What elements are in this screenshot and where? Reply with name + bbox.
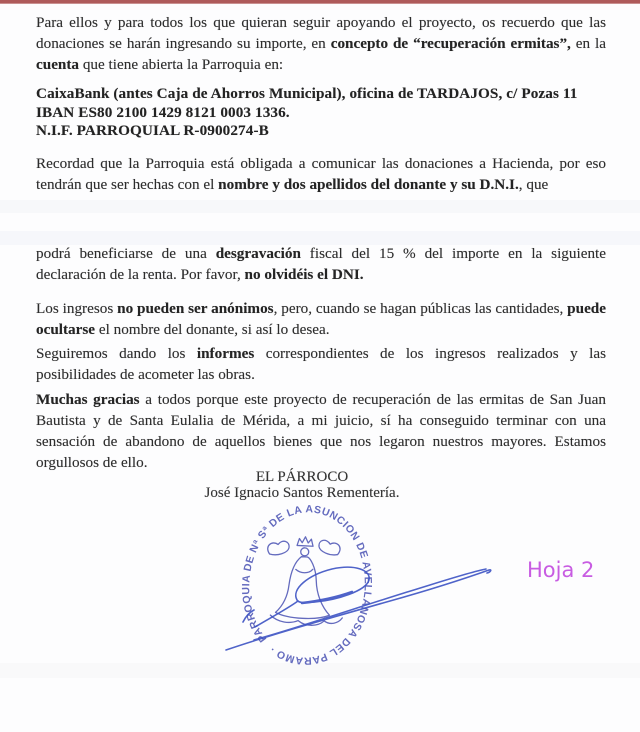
handwritten-signature xyxy=(226,567,491,650)
emphasized-text: puede ocultarse xyxy=(36,300,606,338)
body-text: que tiene abierta la Parroquia en: xyxy=(79,56,284,73)
emphasized-text: cuenta xyxy=(36,56,80,73)
stamp-virgin-head xyxy=(301,548,309,556)
para-hacienda xyxy=(36,153,606,195)
body-text: , que xyxy=(518,176,549,193)
stamp-angel-left-icon xyxy=(267,540,289,555)
body-text: Recordad que la Parroquia está obligada a comunicar las donaciones a Hacienda, por eso tendrán que ser hechas con el xyxy=(36,155,606,193)
scan-artifact-band xyxy=(0,663,640,678)
signature-stroke xyxy=(226,570,491,650)
emphasized-text: Muchas gracias xyxy=(36,391,140,408)
signature-stroke xyxy=(243,610,254,622)
emphasized-text: informes xyxy=(196,345,255,362)
emphasized-text: no olvidéis el DNI. xyxy=(244,266,364,283)
stamp-angel-right-icon xyxy=(319,540,341,555)
body-text: a todos porque este proyecto de recuperación de las ermitas de San Juan Bautista y de Santa Eulalia de Mérida, a mi juicio, sí ha conseguido terminar con una sensación de abandono de aquellos bienes que nos legaron nuestros mayores. Estamos orgullosos de ello. xyxy=(36,391,606,471)
para-intro xyxy=(36,12,606,75)
bank-details xyxy=(36,85,640,141)
stamp-virgin-arms xyxy=(296,568,313,573)
signature-stroke xyxy=(254,569,486,640)
body-text: fiscal del 15 % del importe en la siguiente declaración de la renta. Por favor, xyxy=(36,245,606,283)
para-desgravacion xyxy=(36,243,606,285)
stamp-ring-text: PARROQUIA DE Nª Sª DE LA ASUNCION DE AVELLANOSA DEL PARAMO · xyxy=(240,503,374,667)
emphasized-text: no pueden ser anónimos xyxy=(117,300,274,317)
virgin-figure xyxy=(264,535,347,627)
text-line: IBAN ES80 2100 1429 8121 0003 1336. xyxy=(36,103,290,121)
closing-signature-block xyxy=(120,470,484,502)
text-line: N.I.F. PARROQUIAL R-0900274-B xyxy=(36,122,269,139)
para-informes xyxy=(36,343,606,385)
body-text: el nombre del donante, si así lo desea. xyxy=(95,321,330,338)
signature-stroke xyxy=(302,592,352,603)
body-text: en la xyxy=(570,35,607,52)
emphasized-text: concepto de “recuperación ermitas”, xyxy=(330,35,571,52)
parish-stamp xyxy=(236,500,378,670)
emphasized-text: nombre y dos apellidos del donante y su D.N.I. xyxy=(218,176,519,193)
emphasized-text: desgravación xyxy=(215,245,301,262)
scan-artifact-band xyxy=(0,200,640,213)
body-text: , pero, cuando se hagan públicas las cantidades, xyxy=(273,300,568,317)
stamp-crown-icon xyxy=(297,536,313,546)
page-number-label: Hoja 2 xyxy=(527,558,595,582)
scan-top-edge xyxy=(0,0,640,4)
text-line: EL PÁRROCO xyxy=(255,469,349,485)
stamp-cloud-base xyxy=(270,614,342,627)
para-gracias xyxy=(36,389,606,473)
body-text: Para ellos y para todos los que quieran seguir apoyando el proyecto, os recuerdo que las donaciones se harán ingresando su importe, en xyxy=(36,14,606,52)
signature-stroke xyxy=(296,567,369,602)
text-line: José Ignacio Santos Rementería. xyxy=(204,484,400,501)
body-text: Los ingresos xyxy=(36,300,118,317)
para-anonimos xyxy=(36,298,606,340)
signature-stroke xyxy=(255,601,298,627)
body-text: correspondientes de los ingresos realizados y las posibilidades de acometer las obras. xyxy=(36,345,606,383)
text-line: CaixaBank (antes Caja de Ahorros Municipal), oficina de TARDAJOS, c/ Pozas 11 xyxy=(36,85,578,102)
body-text: podrá beneficiarse de una xyxy=(36,245,216,262)
body-text: Seguiremos dando los xyxy=(36,345,197,362)
stamp-virgin-robe xyxy=(275,555,332,619)
